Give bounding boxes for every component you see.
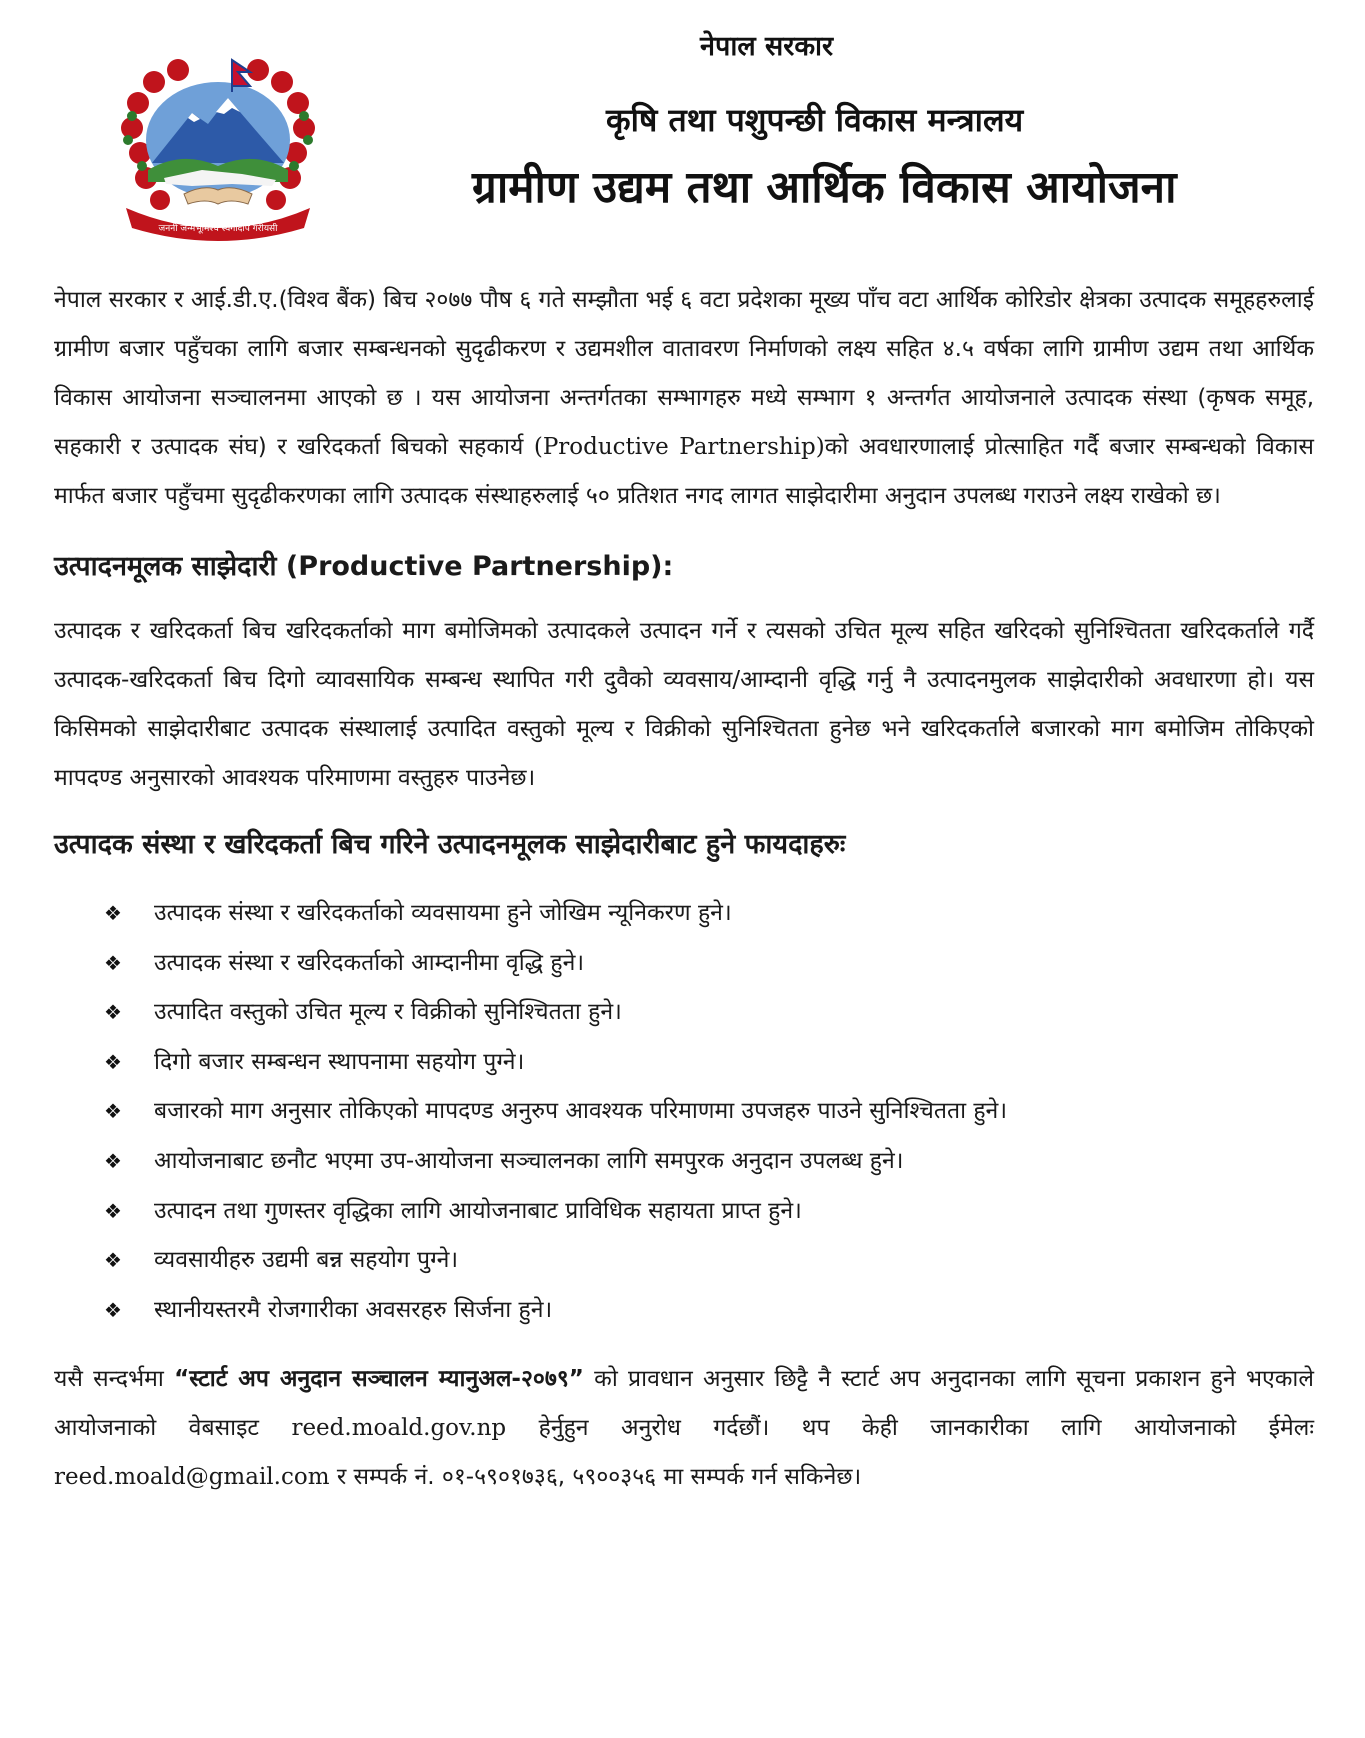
intro-paragraph	[54, 276, 1314, 521]
bullet-diamond-icon: ❖	[104, 1297, 122, 1322]
bullet-diamond-icon: ❖	[104, 1198, 122, 1223]
bullet-diamond-icon: ❖	[104, 901, 122, 925]
intro-text-part1: नेपाल सरकार र आई.डी.ए.(विश्व बैंक) बिच २०७७ पौष ६ गते सम्झौता भई ६ वटा प्रदेशका मूख्य पाँच वटा आर्थिक कोरिडोर क्षेत्रका उत्पादक समूहहरुलाई ग्रामीण बजार पहुँचका लागि बजार सम्बन्धनको सुदृढीकरण र उद्यमशील वातावरण निर्माणको लक्ष्य सहित ४.५ वर्षका लागि ग्रामीण उद्यम तथा आर्थिक विकास आयोजना सञ्चालनमा आएको छ । यस आयोजना अन्तर्गतका सम्भागहरु मध्ये सम्भाग १ अन्तर्गत आयोजनाले उत्पादक संस्था (कृषक समूह, सहकारी र उत्पादक संघ) र खरिदकर्ता बिचको सहकार्य	[54, 287, 1314, 460]
bullet-diamond-icon: ❖	[104, 950, 122, 975]
benefit-text: दिगो बजार सम्बन्धन स्थापनामा सहयोग पुग्ने।	[154, 1048, 525, 1075]
closing-paragraph	[54, 1355, 1314, 1502]
benefit-text: उत्पादक संस्था र खरिदकर्ताको व्यवसायमा हुने जोखिम न्यूनिकरण हुने।	[154, 900, 732, 926]
list-item	[104, 889, 1314, 939]
list-item	[104, 1038, 1314, 1088]
list-item	[104, 1187, 1314, 1237]
bullet-diamond-icon: ❖	[104, 1248, 122, 1273]
benefit-text: उत्पादक संस्था र खरिदकर्ताको आम्दानीमा वृद्धि हुने।	[154, 949, 585, 976]
notice-body	[54, 276, 1314, 1502]
closing-text-part2: को प्रावधान अनुसार छिट्टै नै स्टार्ट अप अनुदानका लागि सूचना प्रकाशन हुने भएकाले आयोजनाको वेबसाइट	[54, 1366, 1314, 1442]
bullet-diamond-icon: ❖	[104, 1049, 122, 1074]
list-item	[104, 1286, 1314, 1336]
closing-text-part3: हेर्नुहुन अनुरोध गर्दछौं। थप केही जानकारीका लागि आयोजनाको ईमेलः	[506, 1415, 1314, 1442]
benefit-text: आयोजनाबाट छनौट भएमा उप-आयोजना सञ्चालनका लागि समपुरक अनुदान उपलब्ध हुने।	[154, 1147, 904, 1174]
benefit-text: स्थानीयस्तरमै रोजगारीका अवसरहरु सिर्जना हुने।	[154, 1296, 553, 1323]
closing-text-part4: र सम्पर्क नं. ०१-५९०१७३६, ५९००३५६ मा सम्पर्क गर्न सकिनेछ।	[329, 1464, 862, 1491]
ministry-name: कृषि तथा पशुपन्छी विकास मन्त्रालय	[606, 101, 1024, 139]
productive-partnership-heading: उत्पादनमूलक साझेदारी (Productive Partnership):	[54, 551, 674, 582]
bullet-diamond-icon: ❖	[104, 1000, 122, 1025]
government-name: नेपाल सरकार	[700, 31, 834, 62]
document-header	[0, 0, 1365, 250]
closing-text-part1: यसै सन्दर्भमा	[54, 1366, 175, 1393]
benefit-text: बजारको माग अनुसार तोकिएको मापदण्ड अनुरुप आवश्यक परिमाणमा उपजहरु पाउने सुनिश्चितता हुने।	[154, 1098, 1008, 1125]
benefits-heading: उत्पादक संस्था र खरिदकर्ता बिच गरिने उत्पादनमूलक साझेदारीबाट हुने फायदाहरुः	[54, 829, 846, 860]
list-item	[104, 939, 1314, 989]
project-name: ग्रामीण उद्यम तथा आर्थिक विकास आयोजना	[472, 162, 1177, 213]
list-item	[104, 1087, 1314, 1137]
benefits-list	[54, 889, 1314, 1335]
intro-text-english: (Productive Partnership)	[533, 434, 825, 460]
handshake-icon	[184, 188, 252, 204]
list-item	[104, 1137, 1314, 1187]
list-item	[104, 1236, 1314, 1286]
intro-text-part2: को अवधारणालाई प्रोत्साहित गर्दै बजार सम्बन्धको विकास मार्फत बजार पहुँचमा सुदृढीकरणका लागि उत्पादक संस्थाहरुलाई ५० प्रतिशत नगद लागत साझेदारीमा अनुदान उपलब्ध गराउने लक्ष्य राखेको छ।	[54, 434, 1314, 509]
bullet-diamond-icon: ❖	[104, 1099, 122, 1124]
productive-partnership-paragraph: उत्पादक र खरिदकर्ता बिच खरिदकर्ताको माग बमोजिमको उत्पादकले उत्पादन गर्ने र त्यसको उचित मूल्य सहित खरिदको सुनिश्चितता खरिदकर्तालेे गर्दै उत्पादक-खरिदकर्ता बिच दिगो व्यावसायिक सम्बन्ध स्थापित गरी दुवैको व्यवसाय/आम्दानी वृद्धि गर्नु नै उत्पादनमुलक साझेदारीको अवधारणा हो। यस किसिमको साझेदारीबाट उत्पादक संस्थालाई उत्पादित वस्तुको मूल्य र विक्रीको सुनिश्चितता हुनेछ भने खरिदकर्तालेे बजारको माग बमोजिम तोकिएको मापदण्ड अनुसारको आवश्यक परिमाणमा वस्तुहरु पाउनेछ।	[54, 618, 1314, 791]
benefit-text: उत्पादित वस्तुको उचित मूल्य र विक्रीको सुनिश्चितता हुने।	[154, 999, 622, 1026]
nepal-emblem-icon	[112, 58, 324, 244]
list-item	[104, 988, 1314, 1038]
benefit-text: उत्पादन तथा गुणस्तर वृद्धिका लागि आयोजनाबाट प्राविधिक सहायता प्राप्त हुने।	[154, 1197, 802, 1224]
bullet-diamond-icon: ❖	[104, 1148, 122, 1173]
email-link[interactable]: reed.moald@gmail.com	[54, 1464, 330, 1491]
benefit-text: व्यवसायीहरु उद्यमी बन्न सहयोग पुग्ने।	[154, 1247, 459, 1274]
website-link[interactable]: reed.moald.gov.np	[291, 1415, 507, 1442]
manual-name: “स्टार्ट अप अनुदान सञ्चालन म्यानुअल-२०७९”	[174, 1366, 584, 1393]
motto-text: जननी जन्मभूमिश्च स्वर्गादपि गरीयसी	[158, 224, 278, 234]
